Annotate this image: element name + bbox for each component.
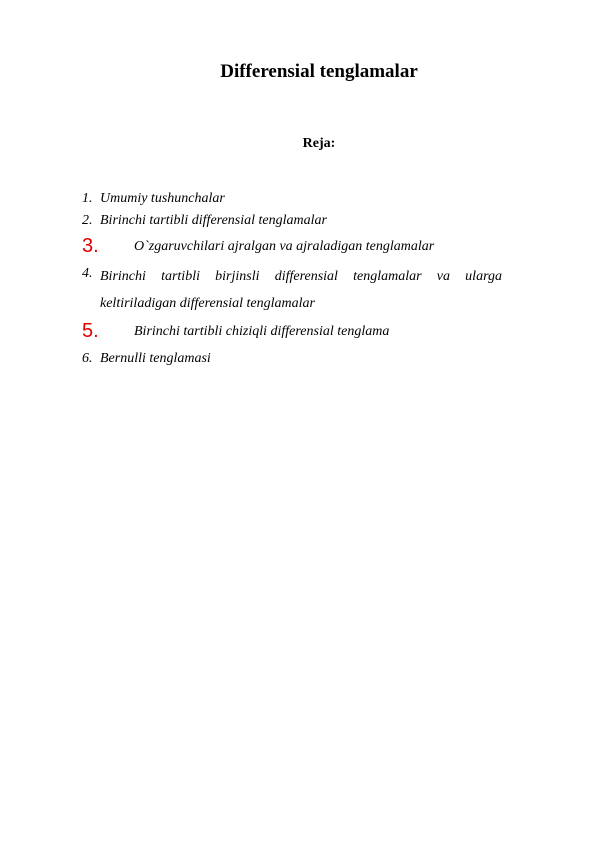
- list-item-number: 3.: [82, 235, 99, 257]
- list-item: [82, 234, 502, 259]
- document-title: Differensial tenglamalar: [220, 61, 418, 82]
- list-item-number: 1.: [82, 191, 93, 206]
- list-item-text: Birinchi tartibli chiziqli differensial tenglama: [134, 324, 390, 339]
- list-item-number: 6.: [82, 351, 93, 366]
- list-item-text: Bernulli tenglamasi: [100, 351, 211, 366]
- list-item-text: O`zgaruvchilari ajralgan va ajraladigan tenglamalar: [134, 239, 435, 254]
- list-item-number: 2.: [82, 213, 93, 228]
- list-item: [82, 348, 502, 370]
- list-item-text: Birinchi tartibli birjinsli differensial tenglamalar va ularga keltiriladigan differensial tenglamalar: [100, 269, 502, 311]
- plan-heading: Reja:: [302, 136, 336, 151]
- list-item-number: 4.: [82, 266, 93, 281]
- list-item: [82, 210, 502, 232]
- plan-list: [82, 188, 502, 370]
- list-item: [82, 188, 502, 210]
- list-item: [82, 263, 502, 317]
- list-item-text: Birinchi tartibli differensial tenglamalar: [100, 213, 327, 228]
- list-item: [82, 319, 502, 344]
- list-item-number: 5.: [82, 320, 99, 342]
- list-item-text: Umumiy tushunchalar: [100, 191, 225, 206]
